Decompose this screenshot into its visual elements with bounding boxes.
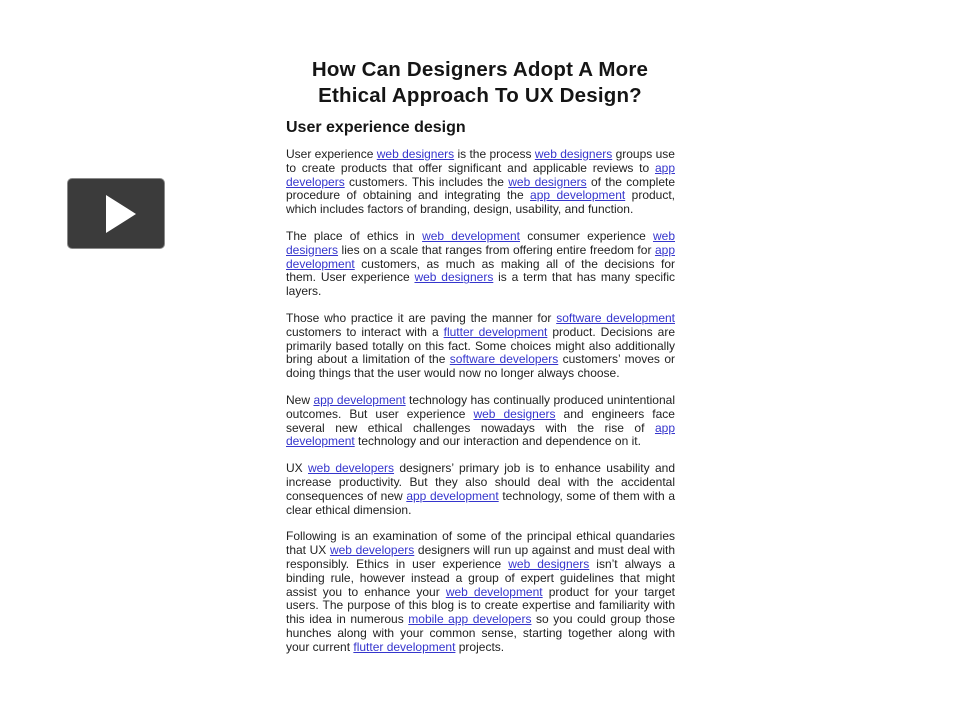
article	[286, 116, 675, 668]
text-run: product for your target users. The purpose of this blog is to create expertise and familiarity with this idea in numerous	[286, 584, 675, 627]
hyperlink[interactable]: web developers	[308, 461, 395, 476]
text-run: The place of ethics in	[286, 228, 423, 243]
paragraph-2	[286, 230, 675, 299]
hyperlink[interactable]: web designers	[508, 174, 587, 189]
hyperlink[interactable]: web designers	[376, 147, 455, 161]
text-run: so you could group those hunches along with your common sense, starting together along with your current	[286, 612, 675, 654]
hyperlink[interactable]: web designers	[508, 556, 590, 571]
text-run: product, which includes factors of branding, design, usability, and function.	[286, 188, 676, 217]
text-run: is the process	[454, 147, 535, 161]
page-title	[0, 57, 960, 109]
text-run: customers’ moves or doing things that the user would now no longer always choose.	[286, 352, 675, 381]
hyperlink[interactable]: web development	[422, 228, 520, 243]
paragraph-6	[286, 530, 675, 654]
hyperlink[interactable]: web designers	[534, 147, 613, 161]
text-run: lies on a scale that ranges from offering entire freedom for	[338, 242, 655, 257]
hyperlink[interactable]: mobile app developers	[408, 612, 532, 627]
text-run: designers will run up against and must deal with responsibly. Ethics in user experience	[286, 543, 675, 571]
text-run: Following is an examination of some of the principal ethical quandaries that UX	[286, 529, 675, 558]
section-heading: User experience design	[286, 119, 466, 136]
text-run: customers. This includes the	[344, 174, 509, 189]
text-run: and engineers face several new ethical challenges nowadays with the rise of	[286, 406, 675, 435]
video-play-button[interactable]	[67, 178, 165, 249]
play-icon	[106, 195, 136, 233]
text-run: User experience	[286, 147, 377, 161]
page-title-line2: Ethical Approach To UX Design?	[318, 84, 642, 107]
hyperlink[interactable]: web designers	[473, 406, 556, 421]
text-run: consumer experience	[520, 228, 653, 243]
hyperlink[interactable]: app development	[313, 392, 406, 407]
hyperlink[interactable]: app development	[406, 488, 499, 503]
text-run: product. Decisions are primarily based totally on this fact. Some choices might also additionally bring about a limitation of the	[286, 324, 676, 367]
hyperlink[interactable]: software developers	[449, 352, 559, 367]
paragraph-3	[286, 312, 675, 381]
hyperlink[interactable]: web development	[445, 584, 543, 599]
text-run: technology, some of them with a clear ethical dimension.	[286, 488, 675, 517]
paragraph-1	[286, 148, 675, 217]
hyperlink[interactable]: web designers	[286, 228, 676, 257]
hyperlink[interactable]: app development	[286, 242, 675, 271]
text-run: is a term that has many specific layers.	[286, 270, 675, 299]
hyperlink[interactable]: web designers	[414, 270, 494, 285]
text-run: technology has continually produced unintentional outcomes. But user experience	[286, 392, 675, 421]
hyperlink[interactable]: app development	[530, 188, 626, 203]
text-run: customers, as much as making all of the decisions for them. User experience	[286, 256, 675, 285]
text-run: groups use to create products that offer significant and applicable reviews to	[286, 147, 675, 175]
hyperlink[interactable]: app developers	[286, 160, 675, 189]
hyperlink[interactable]: flutter development	[353, 639, 456, 654]
hyperlink[interactable]: app development	[286, 420, 675, 449]
hyperlink[interactable]: software development	[556, 310, 675, 325]
hyperlink[interactable]: web developers	[329, 543, 415, 558]
text-run: technology and our interaction and dependence on it.	[354, 434, 641, 449]
text-run: designers’ primary job is to enhance usability and increase productivity. But they also should deal with the accidental consequences of new	[286, 461, 675, 503]
paragraph-5	[286, 462, 675, 517]
paragraph-4	[286, 394, 675, 449]
text-run: New	[286, 392, 314, 407]
text-run: customers to interact with a	[286, 324, 444, 339]
text-run: projects.	[455, 639, 505, 654]
hyperlink[interactable]: flutter development	[443, 324, 548, 339]
text-run: Those who practice it are paving the manner for	[286, 310, 557, 325]
text-run: UX	[286, 461, 308, 476]
text-run: isn’t always a binding rule, however instead a group of expert guidelines that might assist you to enhance your	[286, 556, 675, 599]
text-run: of the complete procedure of obtaining and integrating the	[286, 174, 676, 203]
page-title-line1: How Can Designers Adopt A More	[311, 58, 649, 81]
